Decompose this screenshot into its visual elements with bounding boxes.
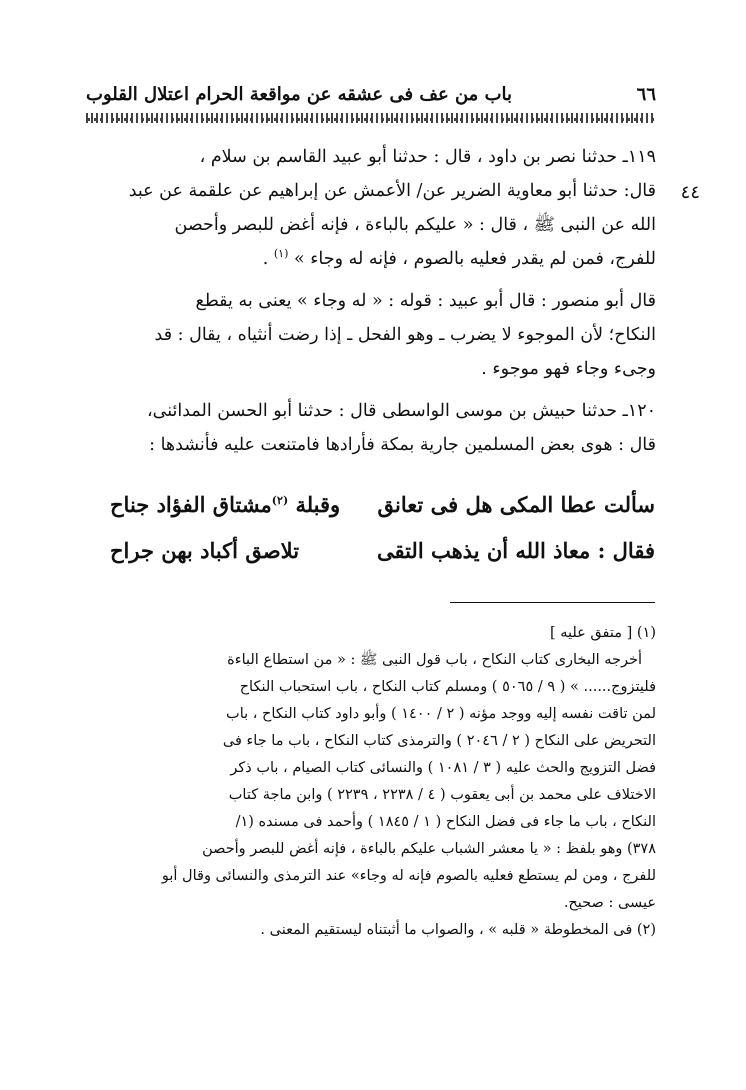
poem-verse (110, 492, 655, 532)
poem-verse (110, 538, 655, 578)
text-line: ١٢٠ـ حدثنا حبيش بن موسى الواسطى قال : حدثنا أبو الحسن المدائنى، (147, 401, 656, 421)
text-line: قال: حدثنا أبو معاوية الضرير عن/ الأعمش عن إبراهيم عن علقمة عن عبد (128, 181, 656, 201)
first-hemistich: فقال : معاذ الله أن يذهب التقى (376, 538, 655, 563)
text-line: وجىء وجاء فهو موجوء . (481, 359, 656, 379)
hadith-ending: للفرج، فمن لم يقدر فعليه بالصوم ، فإنه له وجاء » (293, 249, 656, 269)
footnote-line: عيسى : صحيح. (563, 895, 656, 911)
footnote-ref[interactable]: (١) (273, 247, 289, 261)
footnote-line: النكاح ، باب ما جاء فى فضل النكاح ( ١ / ١٨٤٥ ) وأحمد فى مسنده (١/ (235, 814, 656, 830)
text-line: قال : هوى بعض المسلمين جارية بمكة فأرادها فامتنعت عليه فأنشدها : (149, 435, 656, 455)
footnote-line: فضل التزويج والحث عليه ( ٣ / ١٠٨١ ) والنسائى كتاب الصيام ، باب ذكر (230, 760, 656, 776)
second-hemistich (110, 538, 299, 563)
first-hemistich: سألت عطا المكى هل فى تعانق (377, 492, 655, 517)
text-line: النكاح؛ لأن الموجوء لا يضرب ـ وهو الفحل ـ إذا رضت أنثياه ، يقال : قد (154, 325, 656, 345)
second-hemistich (110, 492, 340, 517)
footnote-ref[interactable]: (٢) (271, 494, 289, 507)
footnote-line: للفرج ، ومن لم يستطع فعليه بالصوم فإنه له وجاء» عند الترمذى والنسائى وقال أبو (161, 868, 656, 884)
text-line (86, 242, 656, 276)
text-line: قال أبو منصور : قال أبو عبيد : قوله : « له وجاء » يعنى به يقطع (195, 291, 656, 311)
page-number: ٦٦ (636, 84, 656, 105)
main-text (86, 140, 656, 462)
paragraph-gap (86, 276, 656, 284)
running-title: باب من عف فى عشقه عن مواقعة الحرام اعتلال القلوب (86, 84, 513, 105)
ornamental-divider (86, 113, 656, 123)
footnote-line: لمن تاقت نفسه إليه ووجد مؤنه ( ٢ / ١٤٠٠ ) وأبو داود كتاب النكاح ، باب (226, 706, 656, 722)
text-line: الله عن النبى ﷺ ، قال : « عليكم بالباءة ، فإنه أغض للبصر وأحصن (174, 215, 656, 235)
footnote-line: أخرجه البخارى كتاب النكاح ، باب قول النبى ﷺ : « من استطاع الباءة (227, 652, 642, 668)
footnote-separator (450, 602, 655, 603)
hemistich-text: تلاصق أكباد بهن جراح (110, 538, 300, 563)
footnote-label: (١) [ متفق عليه ] (549, 625, 656, 641)
hemistich-text: وقبلة (295, 492, 341, 517)
footnote-line: الاختلاف على محمد بن أبى يعقوب ( ٤ / ٢٢٣٨ ، ٢٢٣٩ ) وابن ماجة كتاب (228, 787, 656, 803)
footnotes (86, 620, 656, 944)
hemistich-text: مشتاق الفؤاد جناح (110, 492, 272, 517)
manuscript-margin-number: ٤٤ (680, 182, 700, 203)
text-line: ١١٩ـ حدثنا نصر بن داود ، قال : حدثنا أبو عبيد القاسم بن سلام ، (199, 147, 656, 167)
footnote-line: التحريض على النكاح ( ٢ / ٢٠٤٦ ) والترمذى كتاب النكاح ، باب ما جاء فى (222, 733, 656, 749)
footnote-line: فليتزوج...... » ( ٩ / ٥٠٦٥ ) ومسلم كتاب النكاح ، باب استحباب النكاح (239, 679, 656, 695)
footnote-line: ٣٧٨) وهو بلفظ : « يا معشر الشباب عليكم بالباءة ، فإنه أغض للبصر وأحصن (202, 841, 656, 857)
sentence-end: . (262, 249, 269, 269)
page-header (86, 84, 656, 114)
paragraph-gap (86, 386, 656, 394)
footnote-2: (٢) فى المخطوطة « قلبه » ، والصواب ما أثبتناه ليستقيم المعنى . (260, 922, 656, 938)
